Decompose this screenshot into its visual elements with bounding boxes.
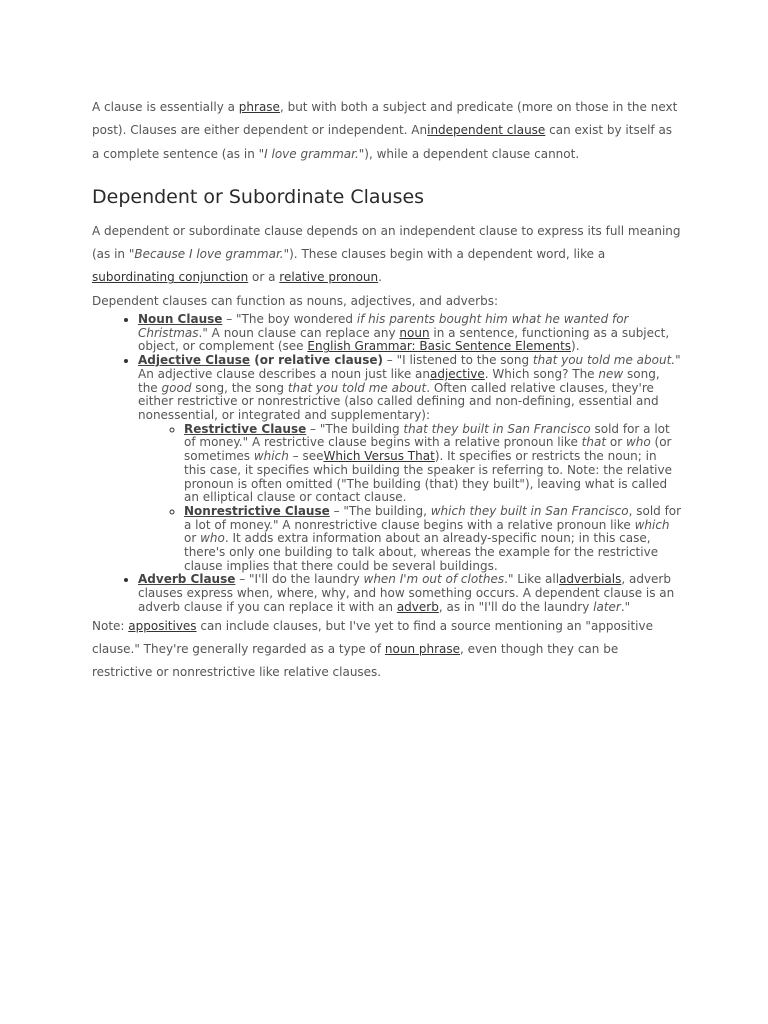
example-text: that you told me about. bbox=[532, 353, 676, 368]
term-restrictive-clause: Restrictive Clause bbox=[184, 421, 307, 436]
text: ." A noun clause can replace any bbox=[198, 325, 400, 340]
example-text: if his parents bought him what he wanted for Christmas bbox=[138, 312, 629, 340]
text: – "The building, bbox=[329, 503, 431, 518]
text: ." bbox=[620, 599, 631, 614]
example-text: I love grammar. bbox=[264, 146, 359, 161]
section-heading: Dependent or Subordinate Clauses bbox=[92, 185, 425, 208]
example-text: that you told me about bbox=[287, 380, 427, 395]
text: ). bbox=[571, 339, 580, 354]
link-independent-clause[interactable]: independent clause bbox=[427, 123, 546, 138]
link-adverb[interactable]: adverb bbox=[396, 599, 439, 614]
text: – "The building bbox=[306, 421, 404, 436]
text: sold for a lot of money." A restrictive clause begins with a relative pronoun like bbox=[184, 421, 670, 450]
list-item-noun-clause bbox=[138, 313, 682, 354]
text: "), while a dependent clause cannot. bbox=[358, 146, 580, 161]
link-appositives[interactable]: appositives bbox=[128, 618, 197, 633]
text: can include clauses, but I've yet to find a source mentioning an "appositive clause." They're generally regarded as a type of bbox=[92, 618, 653, 656]
text: , even though they can be restrictive or nonrestrictive like relative clauses. bbox=[92, 641, 619, 680]
text: Note: bbox=[92, 618, 129, 633]
text: , as in "I'll do the laundry bbox=[438, 599, 594, 614]
text: . bbox=[378, 270, 382, 285]
term-adjective-clause: Adjective Clause bbox=[138, 353, 251, 368]
example-text: which bbox=[253, 449, 289, 464]
example-text: which bbox=[634, 517, 670, 532]
clause-types-list bbox=[92, 313, 682, 614]
article-body bbox=[92, 96, 682, 684]
text: in a sentence, functioning as a subject, object, or complement (see bbox=[138, 325, 670, 354]
text: A clause is essentially a bbox=[92, 100, 239, 114]
link-adjective[interactable]: adjective bbox=[429, 366, 485, 381]
text: , adverb clauses express when, where, why, and how something occurs. A dependent clause is an adverb clause if you can replace it with an bbox=[138, 572, 675, 614]
text: – "I'll do the laundry bbox=[235, 572, 364, 587]
text: "). These clauses begin with a dependent word, like a bbox=[283, 247, 606, 262]
link-basic-sentence-elements[interactable]: English Grammar: Basic Sentence Elements bbox=[307, 339, 572, 354]
text: (or sometimes bbox=[184, 435, 672, 464]
term-nonrestrictive-clause: Nonrestrictive Clause bbox=[184, 503, 330, 518]
list-item-nonrestrictive-clause bbox=[184, 505, 682, 574]
example-text: new bbox=[598, 366, 624, 381]
text: – see bbox=[288, 449, 324, 464]
example-text: who bbox=[200, 531, 225, 546]
link-noun[interactable]: noun bbox=[399, 325, 430, 340]
link-noun-phrase[interactable]: noun phrase bbox=[384, 641, 461, 656]
text: song, the song bbox=[191, 380, 288, 395]
link-relative-pronoun[interactable]: relative pronoun bbox=[279, 270, 379, 285]
link-adverbials[interactable]: adverbials bbox=[559, 572, 622, 587]
example-text: Because I love grammar. bbox=[134, 247, 284, 262]
text: or bbox=[606, 435, 626, 450]
function-intro-paragraph: Dependent clauses can function as nouns, adjectives, and adverbs: bbox=[92, 293, 498, 308]
adjective-subtypes-list bbox=[138, 423, 682, 574]
text: " An adjective clause describes a noun just like an bbox=[138, 353, 681, 381]
example-text: that bbox=[581, 435, 607, 450]
text: song, the bbox=[138, 366, 660, 395]
text: ." Like all bbox=[504, 572, 560, 587]
text: – "The boy wondered bbox=[222, 312, 357, 327]
term-adverb-clause: Adverb Clause bbox=[138, 572, 236, 587]
example-text: who bbox=[625, 435, 651, 450]
note-paragraph bbox=[92, 615, 682, 685]
text: ). It specifies or restricts the noun; in this case, it specifies which building the speaker is referring to. Note: the relative pronoun is often omitted ("The building (that) they built"), leaving what is called an elliptical clause or contact clause. bbox=[184, 449, 672, 505]
term-relative-clause: (or relative clause) bbox=[250, 353, 383, 368]
list-item-adjective-clause bbox=[138, 354, 682, 573]
text: or bbox=[184, 531, 201, 546]
text: – "I listened to the song bbox=[382, 353, 533, 368]
text: . It adds extra information about an already-specific noun; in this case, there's only one building to talk about, whereas the example for the restrictive clause implies that there could be several buildings. bbox=[184, 531, 659, 573]
text: . Which song? The bbox=[484, 366, 599, 381]
example-text: good bbox=[161, 380, 192, 395]
list-item-restrictive-clause bbox=[184, 423, 682, 505]
link-phrase[interactable]: phrase bbox=[238, 100, 280, 114]
link-which-versus-that[interactable]: Which Versus That bbox=[323, 449, 435, 464]
link-subordinating-conjunction[interactable]: subordinating conjunction bbox=[92, 270, 249, 285]
term-noun-clause: Noun Clause bbox=[138, 312, 223, 327]
text: . Often called relative clauses, they're either restrictive or nonrestrictive (also called defining and non-defining, essential and nonessential, or integrated and supplementary): bbox=[138, 380, 659, 422]
text: can exist by itself as a complete sentence (as in " bbox=[92, 123, 673, 161]
example-text: that they built in San Francisco bbox=[403, 421, 591, 436]
list-item-adverb-clause bbox=[138, 573, 682, 614]
example-text: later bbox=[593, 599, 621, 614]
example-text: which they built in San Francisco bbox=[430, 503, 629, 518]
example-text: when I'm out of clothes bbox=[363, 572, 505, 587]
intro-paragraph bbox=[92, 96, 682, 166]
text: or a bbox=[248, 270, 280, 285]
text: , but with both a subject and predicate (more on those in the next post). Clauses are either dependent or independent. An bbox=[92, 100, 678, 138]
text: A dependent or subordinate clause depends on an independent clause to express its full meaning (as in " bbox=[92, 223, 681, 262]
text: , sold for a lot of money." A nonrestrictive clause begins with a relative pronoun like bbox=[184, 503, 682, 532]
dependent-clause-paragraph bbox=[92, 220, 682, 290]
